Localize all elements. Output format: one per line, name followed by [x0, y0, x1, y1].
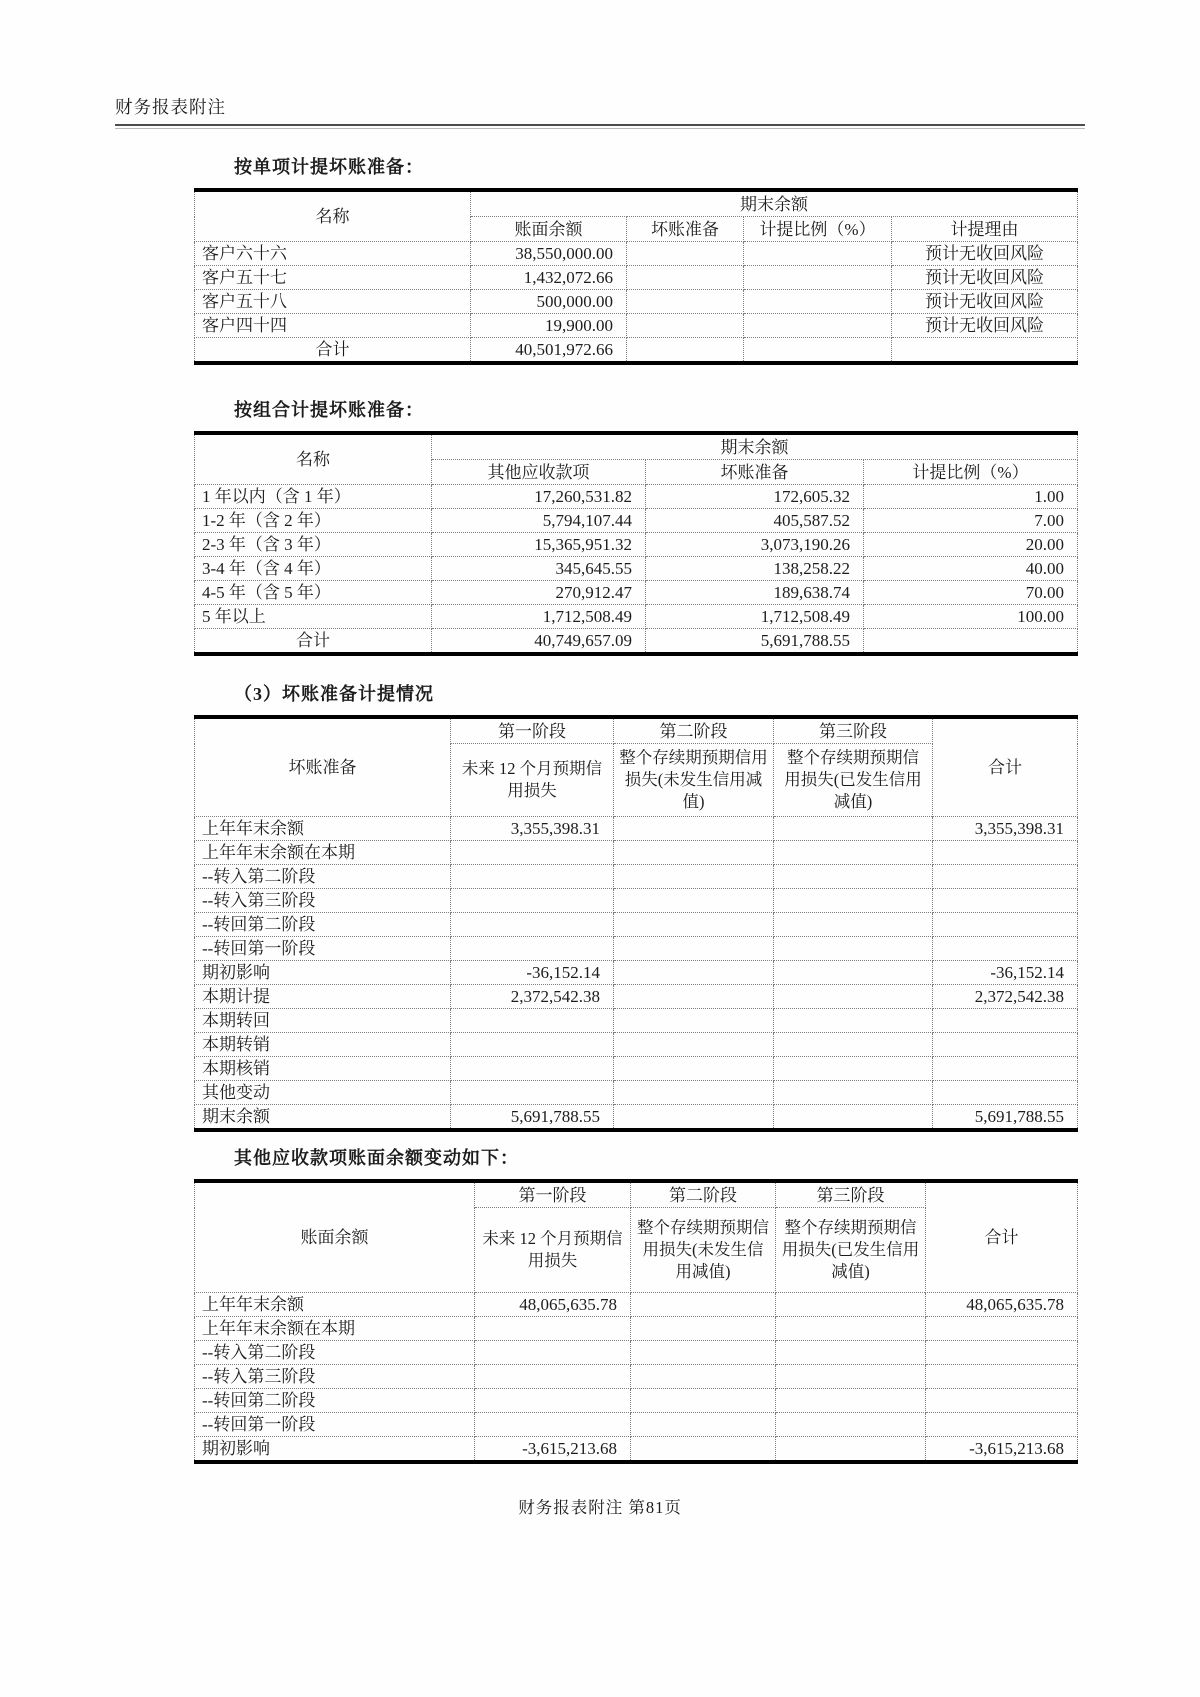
table-cell	[631, 1437, 776, 1463]
table-row	[195, 629, 1078, 655]
table-cell	[744, 266, 892, 290]
header-cell-name: 名称	[195, 433, 432, 485]
table-cell	[933, 889, 1078, 913]
table-cell	[774, 1009, 933, 1033]
row-label: 客户五十八	[195, 290, 471, 314]
section-provision-accrual-status	[194, 680, 1077, 1132]
table-row	[195, 913, 1078, 937]
header-cell-stage3: 第三阶段	[776, 1181, 926, 1208]
table-cell	[933, 913, 1078, 937]
table-cell	[614, 1105, 774, 1131]
table-cell	[627, 290, 744, 314]
table-body	[195, 1293, 1078, 1463]
balance-changes-table	[194, 1179, 1078, 1464]
table-cell: 预计无收回风险	[892, 314, 1078, 338]
table-cell	[933, 1081, 1078, 1105]
table-row	[195, 485, 1078, 509]
row-label: 客户六十六	[195, 242, 471, 266]
table-cell	[631, 1389, 776, 1413]
table-cell	[926, 1341, 1078, 1365]
header-row	[195, 1181, 1078, 1208]
table-cell	[451, 937, 614, 961]
table-head	[195, 433, 1078, 485]
table-cell: 1,712,508.49	[646, 605, 864, 629]
row-label: --转回第二阶段	[195, 913, 451, 937]
table-cell	[614, 865, 774, 889]
table-cell	[475, 1317, 631, 1341]
header-cell-name: 坏账准备	[195, 717, 451, 817]
table-row	[195, 605, 1078, 629]
table-cell	[776, 1293, 926, 1317]
header-cell-stage2-desc: 整个存续期预期信用损失(未发生信用减值)	[631, 1208, 776, 1293]
table-cell: -36,152.14	[451, 961, 614, 985]
table-cell: 48,065,635.78	[926, 1293, 1078, 1317]
table-row	[195, 266, 1078, 290]
table-cell	[774, 1105, 933, 1131]
table-cell	[933, 1057, 1078, 1081]
header-cell: 计提比例（%）	[864, 460, 1078, 485]
table-cell	[926, 1413, 1078, 1437]
table-cell	[774, 937, 933, 961]
table-cell	[451, 865, 614, 889]
table-cell	[744, 242, 892, 266]
row-label: 1 年以内（含 1 年）	[195, 485, 432, 509]
table-head	[195, 1181, 1078, 1293]
table-cell	[776, 1341, 926, 1365]
table-row	[195, 1293, 1078, 1317]
table-cell: 70.00	[864, 581, 1078, 605]
table-row	[195, 1437, 1078, 1463]
section-title: 按组合计提坏账准备：	[234, 400, 424, 420]
table-cell	[475, 1389, 631, 1413]
table-cell	[776, 1389, 926, 1413]
table-cell	[933, 1009, 1078, 1033]
header-cell: 计提比例（%）	[744, 217, 892, 242]
table-cell	[451, 1033, 614, 1057]
row-label: 期初影响	[195, 1437, 475, 1463]
table-cell	[926, 1365, 1078, 1389]
row-label: 本期计提	[195, 985, 451, 1009]
section-other-receivables-balance-changes	[194, 1144, 1077, 1464]
header-cell-stage1-desc: 未来 12 个月预期信用损失	[451, 744, 614, 817]
header-cell-total: 合计	[933, 717, 1078, 817]
row-label: 合计	[195, 629, 432, 655]
row-label: 上年年末余额	[195, 1293, 475, 1317]
table-row	[195, 314, 1078, 338]
header-cell-name: 账面余额	[195, 1181, 475, 1293]
table-cell: 172,605.32	[646, 485, 864, 509]
table-cell: 1,712,508.49	[432, 605, 646, 629]
row-label: 2-3 年（含 3 年）	[195, 533, 432, 557]
table-cell: 138,258.22	[646, 557, 864, 581]
header-cell: 账面余额	[471, 217, 627, 242]
table-cell	[776, 1437, 926, 1463]
table-cell: 40,749,657.09	[432, 629, 646, 655]
header-cell-name: 名称	[195, 190, 471, 242]
table-cell	[614, 913, 774, 937]
header-cell-stage2: 第二阶段	[631, 1181, 776, 1208]
table-cell: 189,638.74	[646, 581, 864, 605]
row-label: 客户四十四	[195, 314, 471, 338]
table-cell	[451, 1081, 614, 1105]
row-label: 上年年末余额	[195, 817, 451, 841]
table-row	[195, 889, 1078, 913]
row-label: 5 年以上	[195, 605, 432, 629]
header-cell-stage1: 第一阶段	[451, 717, 614, 744]
table-body	[195, 817, 1078, 1131]
header-cell-group-ending-balance: 期末余额	[471, 190, 1078, 217]
table-cell	[631, 1341, 776, 1365]
header-row	[195, 190, 1078, 217]
table-cell: 5,691,788.55	[451, 1105, 614, 1131]
table-cell	[864, 629, 1078, 655]
table-cell	[774, 913, 933, 937]
table-row	[195, 242, 1078, 266]
table-cell	[774, 961, 933, 985]
row-label: --转回第二阶段	[195, 1389, 475, 1413]
row-label: --转回第一阶段	[195, 937, 451, 961]
table-cell: 1,432,072.66	[471, 266, 627, 290]
table-cell	[926, 1389, 1078, 1413]
table-cell: 500,000.00	[471, 290, 627, 314]
table-cell	[451, 1057, 614, 1081]
table-head	[195, 717, 1078, 817]
table-cell	[774, 1057, 933, 1081]
table-cell	[451, 841, 614, 865]
page-footer: 财务报表附注 第81页	[518, 1498, 682, 1517]
header-cell-group-ending-balance: 期末余额	[432, 433, 1078, 460]
table-cell: 40,501,972.66	[471, 338, 627, 364]
table-cell	[475, 1365, 631, 1389]
table-cell: 345,645.55	[432, 557, 646, 581]
table-cell: 19,900.00	[471, 314, 627, 338]
table-cell	[631, 1365, 776, 1389]
table-cell: -3,615,213.68	[926, 1437, 1078, 1463]
row-label: 其他变动	[195, 1081, 451, 1105]
table-cell: 100.00	[864, 605, 1078, 629]
table-row	[195, 1341, 1078, 1365]
table-cell	[776, 1413, 926, 1437]
table-cell	[774, 865, 933, 889]
table-cell: 7.00	[864, 509, 1078, 533]
table-cell: 3,073,190.26	[646, 533, 864, 557]
table-cell: 5,794,107.44	[432, 509, 646, 533]
table-row	[195, 937, 1078, 961]
table-row	[195, 1317, 1078, 1341]
row-label: 上年年末余额在本期	[195, 841, 451, 865]
provision-stages-table	[194, 715, 1078, 1132]
table-cell	[774, 1033, 933, 1057]
section-individual-bad-debt-provision	[194, 153, 1077, 365]
table-cell: 48,065,635.78	[475, 1293, 631, 1317]
table-cell: 40.00	[864, 557, 1078, 581]
row-label: 本期转回	[195, 1009, 451, 1033]
header-row	[195, 433, 1078, 460]
table-cell: 5,691,788.55	[646, 629, 864, 655]
row-label: 上年年末余额在本期	[195, 1317, 475, 1341]
table-cell	[614, 961, 774, 985]
table-cell	[627, 314, 744, 338]
table-cell: 405,587.52	[646, 509, 864, 533]
table-cell: -3,615,213.68	[475, 1437, 631, 1463]
header-cell-total: 合计	[926, 1181, 1078, 1293]
table-cell	[744, 338, 892, 364]
table-cell	[631, 1413, 776, 1437]
header-rule	[115, 124, 1085, 129]
table-row	[195, 509, 1078, 533]
table-row	[195, 841, 1078, 865]
individual-provision-table	[194, 188, 1078, 365]
row-label: --转入第三阶段	[195, 1365, 475, 1389]
table-cell: 2,372,542.38	[451, 985, 614, 1009]
table-row	[195, 1365, 1078, 1389]
table-cell	[776, 1317, 926, 1341]
table-cell	[774, 1081, 933, 1105]
table-cell	[631, 1293, 776, 1317]
table-cell	[744, 290, 892, 314]
table-cell	[631, 1317, 776, 1341]
header-cell-stage1: 第一阶段	[475, 1181, 631, 1208]
header-cell-stage3-desc: 整个存续期预期信用损失(已发生信用减值)	[776, 1208, 926, 1293]
table-cell	[614, 1033, 774, 1057]
table-cell	[744, 314, 892, 338]
table-cell	[614, 889, 774, 913]
table-cell	[614, 841, 774, 865]
table-cell	[627, 338, 744, 364]
table-cell: 38,550,000.00	[471, 242, 627, 266]
table-row	[195, 1413, 1078, 1437]
table-cell	[933, 865, 1078, 889]
table-row	[195, 1009, 1078, 1033]
table-cell: 1.00	[864, 485, 1078, 509]
table-row	[195, 961, 1078, 985]
table-cell: 3,355,398.31	[933, 817, 1078, 841]
row-label: 合计	[195, 338, 471, 364]
row-label: --转入第二阶段	[195, 865, 451, 889]
table-row	[195, 557, 1078, 581]
section-group-bad-debt-provision	[194, 396, 1077, 656]
table-cell: 预计无收回风险	[892, 242, 1078, 266]
table-body	[195, 485, 1078, 655]
table-row	[195, 1389, 1078, 1413]
table-cell	[451, 889, 614, 913]
row-label: --转回第一阶段	[195, 1413, 475, 1437]
header-cell-stage3: 第三阶段	[774, 717, 933, 744]
header-cell-stage2-desc: 整个存续期预期信用损失(未发生信用减值)	[614, 744, 774, 817]
table-cell: 预计无收回风险	[892, 290, 1078, 314]
table-cell	[614, 817, 774, 841]
table-cell	[614, 937, 774, 961]
header-cell-stage3-desc: 整个存续期预期信用损失(已发生信用减值)	[774, 744, 933, 817]
table-body	[195, 242, 1078, 364]
table-cell	[475, 1413, 631, 1437]
table-row	[195, 290, 1078, 314]
row-label: --转入第二阶段	[195, 1341, 475, 1365]
section-title: （3）坏账准备计提情况	[234, 684, 434, 704]
group-provision-table	[194, 431, 1078, 656]
section-title: 按单项计提坏账准备：	[234, 157, 424, 177]
table-cell	[776, 1365, 926, 1389]
table-cell	[614, 1009, 774, 1033]
table-cell	[926, 1317, 1078, 1341]
table-cell: 15,365,951.32	[432, 533, 646, 557]
row-label: 期末余额	[195, 1105, 451, 1131]
row-label: --转入第三阶段	[195, 889, 451, 913]
table-row	[195, 1105, 1078, 1131]
table-cell	[614, 1081, 774, 1105]
header-cell-stage2: 第二阶段	[614, 717, 774, 744]
header-cell: 其他应收款项	[432, 460, 646, 485]
table-row	[195, 533, 1078, 557]
table-cell	[933, 841, 1078, 865]
page-header-title: 财务报表附注	[115, 97, 226, 117]
header-cell: 坏账准备	[646, 460, 864, 485]
table-cell	[933, 937, 1078, 961]
row-label: 本期核销	[195, 1057, 451, 1081]
table-cell: 预计无收回风险	[892, 266, 1078, 290]
table-cell: 3,355,398.31	[451, 817, 614, 841]
header-cell: 坏账准备	[627, 217, 744, 242]
section-title: 其他应收款项账面余额变动如下：	[234, 1148, 519, 1168]
table-cell	[627, 242, 744, 266]
table-cell	[451, 1009, 614, 1033]
table-cell: 20.00	[864, 533, 1078, 557]
table-head	[195, 190, 1078, 242]
row-label: 1-2 年（含 2 年）	[195, 509, 432, 533]
table-row	[195, 338, 1078, 364]
header-cell-stage1-desc: 未来 12 个月预期信用损失	[475, 1208, 631, 1293]
row-label: 3-4 年（含 4 年）	[195, 557, 432, 581]
table-row	[195, 581, 1078, 605]
table-row	[195, 817, 1078, 841]
header-row	[195, 717, 1078, 744]
table-cell	[614, 985, 774, 1009]
table-cell: 2,372,542.38	[933, 985, 1078, 1009]
table-row	[195, 1081, 1078, 1105]
table-cell	[451, 913, 614, 937]
table-cell	[475, 1341, 631, 1365]
table-cell	[933, 1033, 1078, 1057]
table-cell: 5,691,788.55	[933, 1105, 1078, 1131]
table-cell	[774, 889, 933, 913]
table-cell	[892, 338, 1078, 364]
row-label: 本期转销	[195, 1033, 451, 1057]
table-row	[195, 865, 1078, 889]
table-cell	[774, 985, 933, 1009]
row-label: 4-5 年（含 5 年）	[195, 581, 432, 605]
row-label: 客户五十七	[195, 266, 471, 290]
table-cell	[627, 266, 744, 290]
table-row	[195, 1033, 1078, 1057]
table-cell: -36,152.14	[933, 961, 1078, 985]
table-cell: 17,260,531.82	[432, 485, 646, 509]
table-cell	[614, 1057, 774, 1081]
table-row	[195, 985, 1078, 1009]
row-label: 期初影响	[195, 961, 451, 985]
table-cell	[774, 841, 933, 865]
table-cell	[774, 817, 933, 841]
table-cell: 270,912.47	[432, 581, 646, 605]
header-cell: 计提理由	[892, 217, 1078, 242]
table-row	[195, 1057, 1078, 1081]
